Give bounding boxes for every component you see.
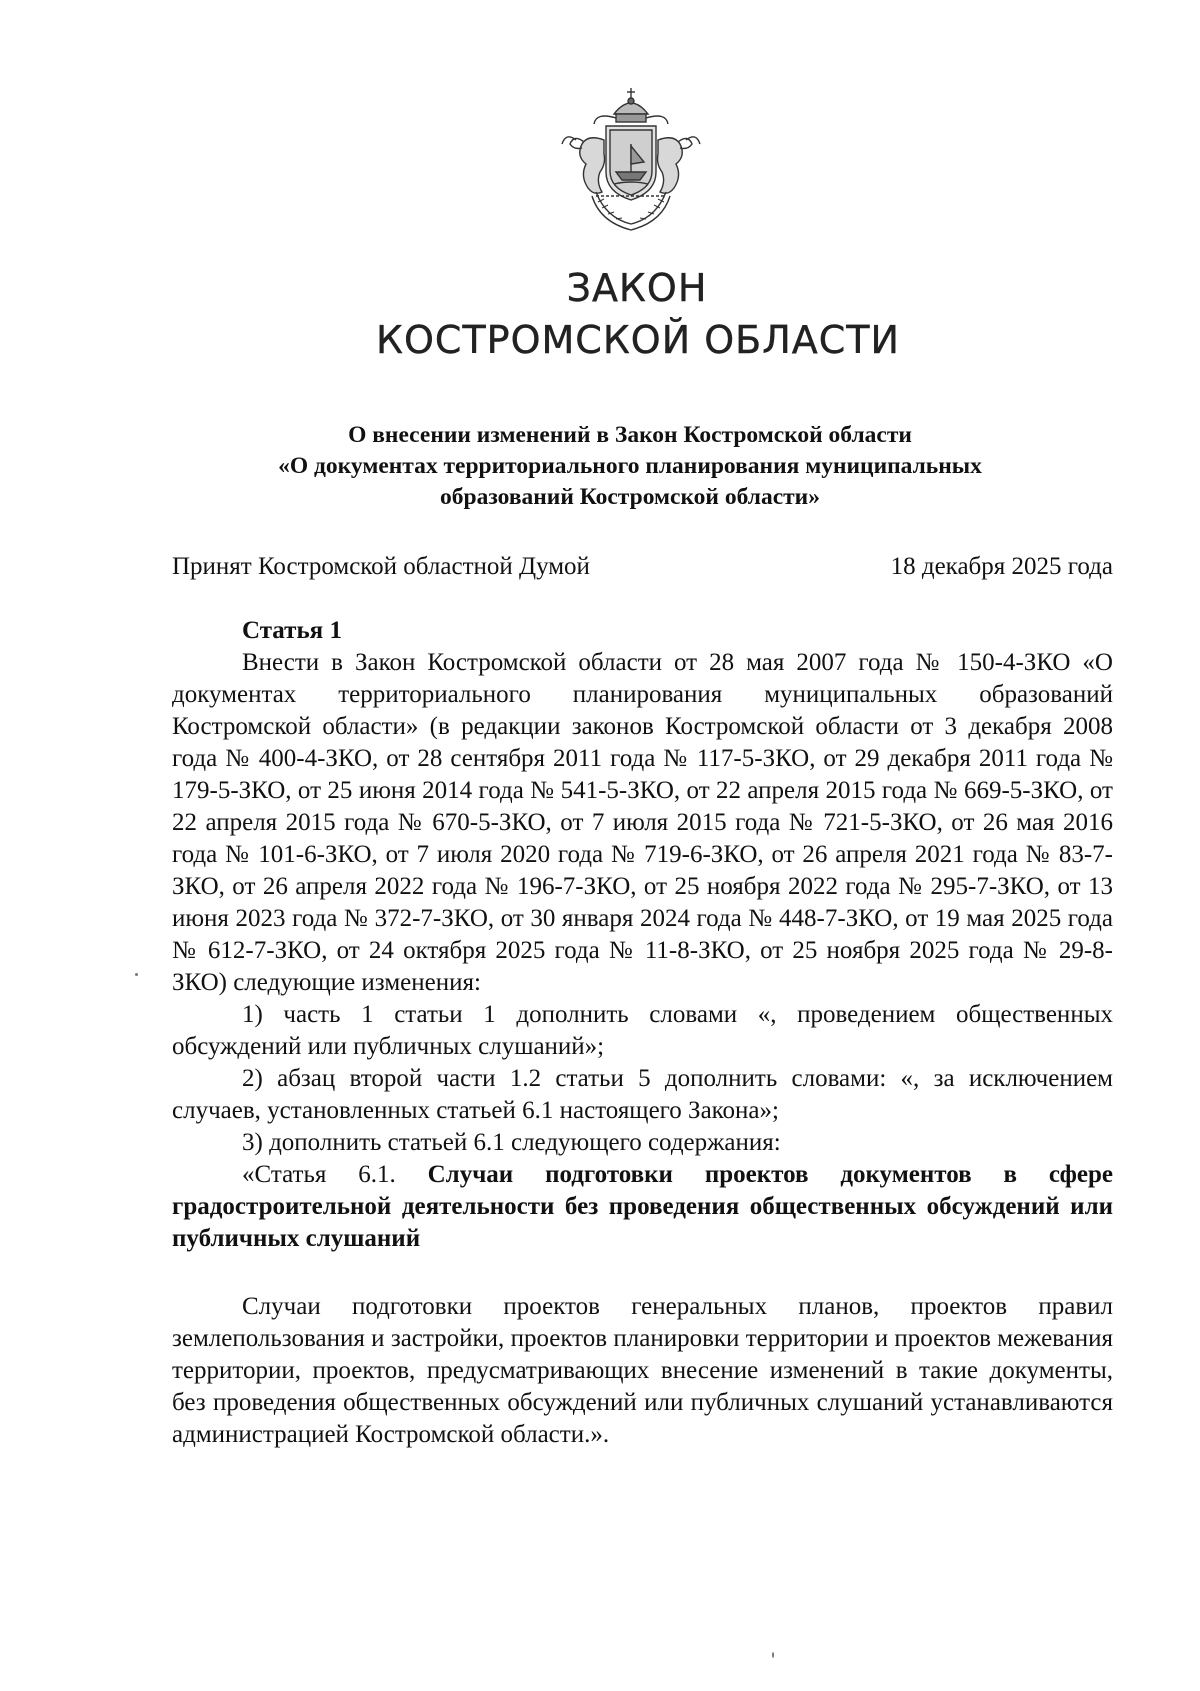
subject-line-3: образований Костромской области» [440, 484, 820, 510]
subject-line-1: О внесении изменений в Закон Костромской области [348, 422, 912, 448]
new-article-body: Случаи подготовки проектов генеральных планов, проектов правил землепользования и застройки, проектов планировки территории и проектов межевания территории, проектов, предусматривающих внесение изменений в такие документы, без проведения общественных обсуждений или публичных слушаний устанавливаются администрацией Костромской области.». [172, 1293, 1113, 1448]
law-body [172, 615, 1113, 1451]
law-subject-heading [160, 420, 1100, 513]
subject-line-2: «О документах территориального планирования муниципальных [278, 453, 982, 479]
paragraph-spacer [172, 1255, 1113, 1291]
article-intro-paragraph: Внести в Закон Костромской области от 28 мая 2007 года № 150-4-ЗКО «О документах территориального планирования муниципальных образований Костромской области» (в редакции законов Костромской области от 3 декабря 2008 года № 400-4-ЗКО, от 28 сентября 2011 года № 117-5-ЗКО, от 29 декабря 2011 года № 179-5-ЗКО, от 25 июня 2014 года № 541-5-ЗКО, от 22 апреля 2015 года № 669-5-ЗКО, от 22 апреля 2015 года № 670-5-ЗКО, от 7 июля 2015 года № 721-5-ЗКО, от 26 мая 2016 года № 101-6-ЗКО, от 7 июля 2020 года № 719-6-ЗКО, от 26 апреля 2021 года № 83-7-ЗКО, от 26 апреля 2022 года № 196-7-ЗКО, от 25 ноября 2022 года № 295-7-ЗКО, от 13 июня 2023 года № 372-7-ЗКО, от 30 января 2024 года № 448-7-ЗКО, от 19 мая 2025 года № 612-7-ЗКО, от 24 октября 2025 года № 11-8-ЗКО, от 25 ноября 2025 года № 29-8-ЗКО) следующие изменения: [172, 649, 1113, 996]
scan-speck [772, 1652, 774, 1658]
amendment-item-2: 2) абзац второй части 1.2 статьи 5 дополнить словами: «, за исключением случаев, установленных статьей 6.1 настоящего Закона»; [172, 1065, 1113, 1124]
amendment-item-3: 3) дополнить статьей 6.1 следующего содержания: [242, 1129, 781, 1156]
law-title: ЗАКОН [566, 266, 708, 310]
new-article-title: Случаи подготовки проектов документов в сфере градостроительной деятельности без проведения общественных обсуждений или публичных слушаний [172, 1161, 1113, 1252]
adoption-date: 18 декабря 2025 года [890, 553, 1113, 580]
scan-speck [135, 973, 138, 976]
amendment-item-1: 1) часть 1 статьи 1 дополнить словами «, проведением общественных обсуждений или публичных слушаний»; [172, 1001, 1113, 1060]
coat-of-arms-icon [536, 84, 726, 234]
new-article-number: «Статья 6.1. [242, 1161, 396, 1188]
adoption-statement: Принят Костромской областной Думой [172, 553, 590, 580]
new-article-heading [172, 1159, 1113, 1255]
article-heading: Статья 1 [242, 617, 342, 644]
law-region-title: КОСТРОМСКОЙ ОБЛАСТИ [376, 318, 900, 362]
